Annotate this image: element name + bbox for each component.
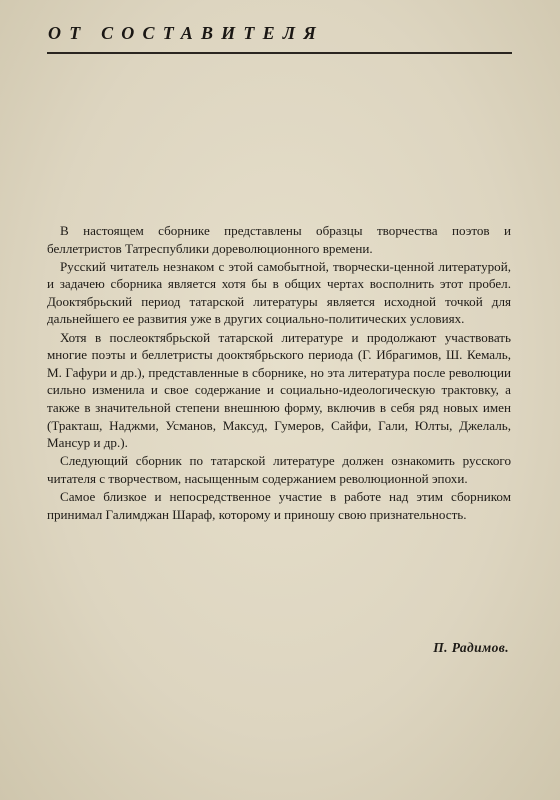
heading-rule — [47, 52, 512, 54]
author-signature: П. Радимов. — [433, 640, 509, 655]
paragraph: Хотя в послеоктябрьской татарской литературе и продолжают участвовать многие поэты и беллетристы дооктябрьского периода (Г. Ибрагимов, Ш. Кемаль, М. Гафури и др.), представленные в сборнике, но эта литература после революции сильно изменила и свое содержание и социально-идеологическую трактовку, а также в значительной степени внешнюю форму, включив в себя ряд новых имен (Тракташ, Наджми, Усманов, Максуд, Гумеров, Сайфи, Гали, Юлты, Джелаль, Мансур и др.). — [47, 329, 511, 451]
preface-text — [47, 222, 511, 524]
paragraph: В настоящем сборнике представлены образцы творчества поэтов и беллетристов Татреспублики дореволюционного времени. — [47, 223, 511, 256]
paragraph: Самое близкое и непосредственное участие в работе над этим сборником принимал Галимджан Шараф, которому и приношу свою признательность. — [47, 488, 511, 522]
paragraph: Следующий сборник по татарской литературе должен ознакомить русского читателя с творчеством, насыщенным содержанием революционной эпохи. — [47, 453, 511, 486]
page-heading: ОТ СОСТАВИТЕЛЯ — [48, 23, 324, 43]
paragraph: Русский читатель незнаком с этой самобытной, творчески-ценной литературой, и задачею сборника является хотя бы в общих чертах восполнить этот пробел. Дооктябрьский период татарской литературы является исходной точкой для дальнейшего ее развития уже в других социально-политических условиях. — [47, 258, 511, 327]
